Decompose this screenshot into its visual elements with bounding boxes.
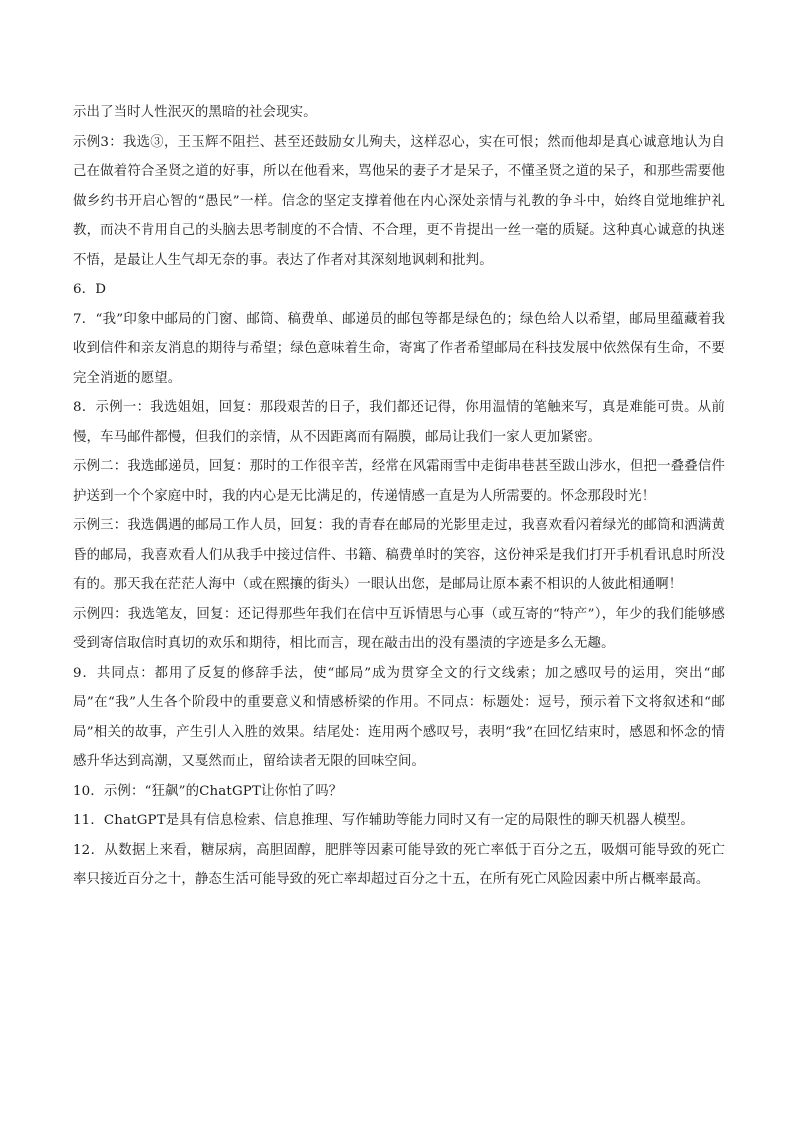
paragraph-continuation: 示出了当时人性泯灭的黑暗的社会现实。 bbox=[73, 105, 317, 120]
paragraph-answer-11: 11．ChatGPT是具有信息检索、信息推理、写作辅助等能力同时又有一定的局限性的聊天机器人模型。 bbox=[73, 813, 694, 828]
paragraph-answer-7: 7．“我”印象中邮局的门窗、邮筒、稿费单、邮递员的邮包等都是绿色的；绿色给人以希望，邮局里蕴藏着我收到信件和亲友消息的期待与希望；绿色意味着生命，寄寓了作者希望邮局在科技发展中依然保有生命，不要完全消逝的愿望。 bbox=[73, 311, 725, 386]
paragraph-answer-8-example-3: 示例三：我选偶遇的邮局工作人员，回复：我的青春在邮局的光影里走过，我喜欢看闪着绿光的邮筒和洒满黄昏的邮局，我喜欢看人们从我手中接过信件、书籍、稿费单时的笑容，这份神采是我们打开手机看讯息时所没有的。那天我在茫茫人海中（或在熙攘的街头）一眼认出您，是邮局让原本素不相识的人彼此相通啊！ bbox=[73, 518, 725, 592]
paragraph-answer-6: 6．D bbox=[73, 282, 107, 297]
paragraph-answer-8-example-2: 示例二：我选邮递员，回复：那时的工作很辛苦，经常在风霜雨雪中走街串巷甚至跋山涉水，但把一叠叠信件护送到一个个家庭中时，我的内心是无比满足的，传递情感一直是为人所需要的。怀念那段时光！ bbox=[73, 459, 725, 504]
paragraph-example-3: 示例3：我选③，王玉辉不阻拦、甚至还鼓励女儿殉夫，这样忍心，实在可恨；然而他却是真心诚意地认为自己在做着符合圣贤之道的好事，所以在他看来，骂他呆的妻子才是呆子，不懂圣贤之道的呆子，和那些需要他做乡约书开启心智的“愚民”一样。信念的坚定支撑着他在内心深处亲情与礼教的争斗中，始终自觉地维护礼教，而决不肯用自己的头脑去思考制度的不合情、不合理，更不肯提出一丝一毫的质疑。这种真心诚意的执迷不悟，是最让人生气却无奈的事。表达了作者对其深刻地讽刺和批判。 bbox=[73, 134, 725, 268]
paragraph-answer-12: 12．从数据上来看，糖尿病，高胆固醇，肥胖等因素可能导致的死亡率低于百分之五，吸烟可能导致的死亡率只接近百分之十，静态生活可能导致的死亡率却超过百分之十五，在所有死亡风险因素中所占概率最高。 bbox=[73, 842, 725, 887]
paragraph-answer-10: 10．示例：“狂飙”的ChatGPT让你怕了吗？ bbox=[73, 783, 343, 799]
paragraph-answer-8-example-1: 8．示例一：我选姐姐，回复：那段艰苦的日子，我们都还记得，你用温情的笔触来写，真是难能可贵。从前慢，车马邮件都慢，但我们的亲情，从不因距离而有隔膜，邮局让我们一家人更加紧密。 bbox=[73, 400, 725, 445]
paragraph-answer-9: 9．共同点：都用了反复的修辞手法，使“邮局”成为贯穿全文的行文线索；加之感叹号的运用，突出“邮局”在“我”人生各个阶段中的重要意义和情感桥梁的作用。不同点：标题处：逗号，预示着下文将叙述和“邮局”相关的故事，产生引人入胜的效果。结尾处：连用两个感叹号，表明“我”在回忆结束时，感恩和怀念的情感升华达到高潮，又戛然而止，留给读者无限的回味空间。 bbox=[73, 665, 725, 769]
answer-text-block bbox=[73, 98, 725, 895]
paragraph-answer-8-example-4: 示例四：我选笔友，回复：还记得那些年我们在信中互诉情思与心事（或互寄的“特产”），年少的我们能够感受到寄信取信时真切的欢乐和期待，相比而言，现在敲击出的没有墨渍的字迹是多么无趣。 bbox=[73, 606, 725, 651]
